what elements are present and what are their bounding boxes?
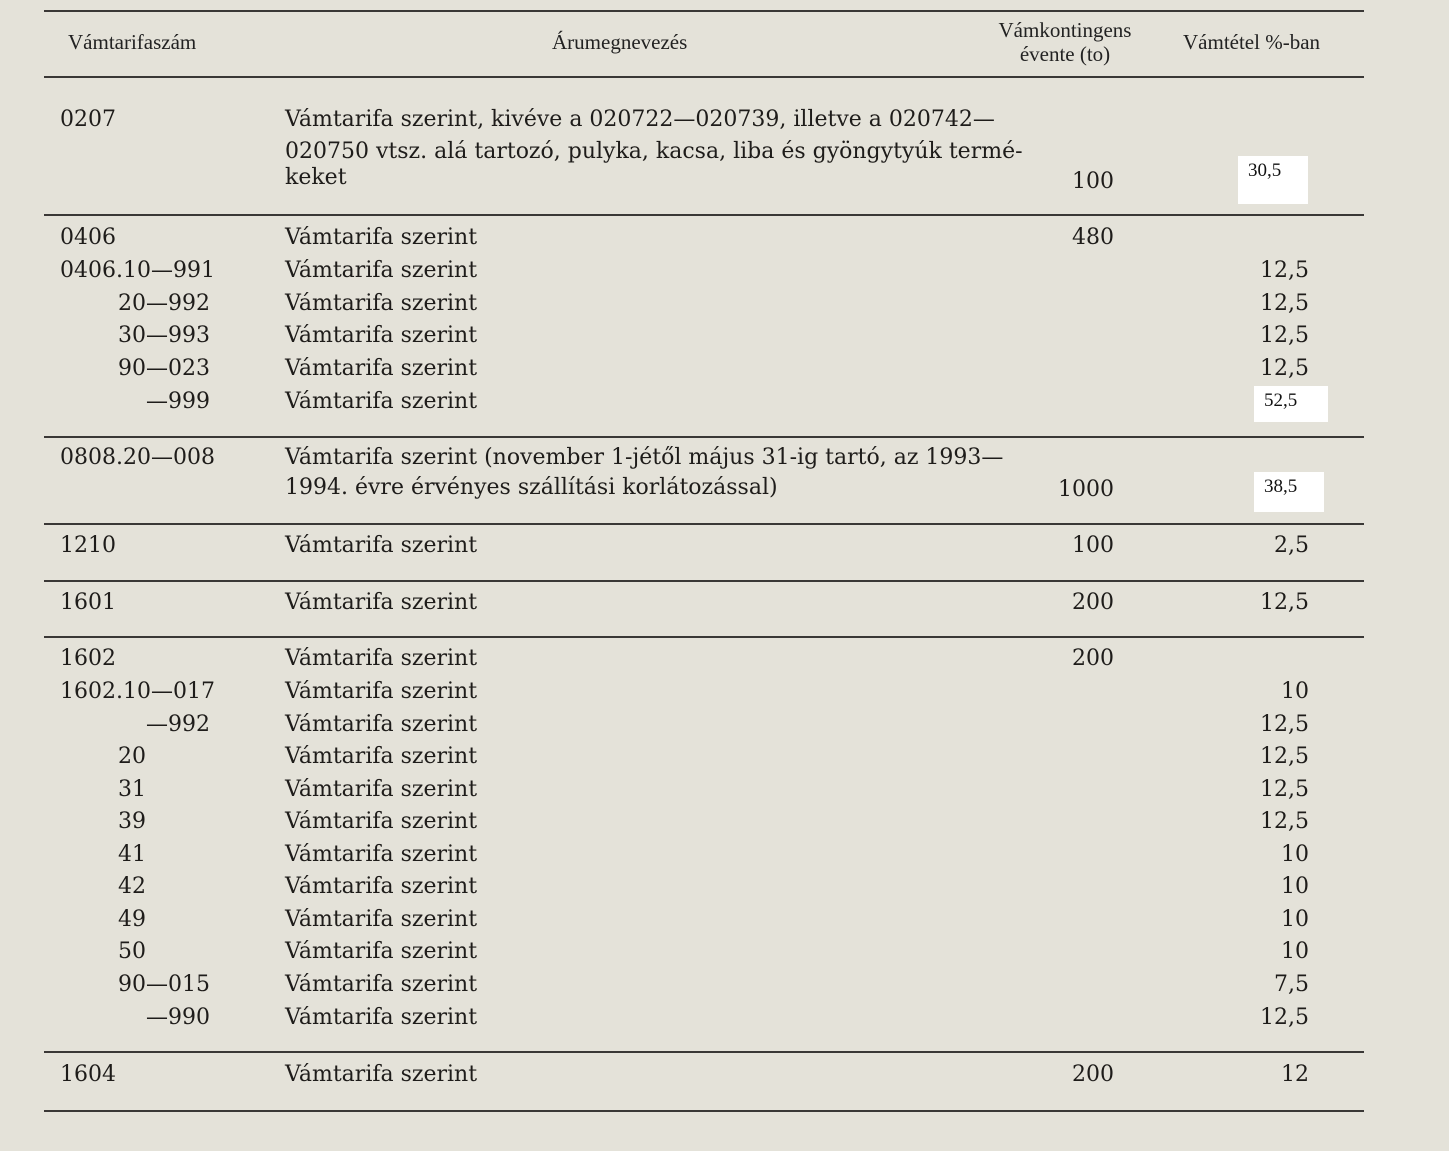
code-cell: 31 (118, 777, 146, 802)
group-rule (44, 436, 1364, 438)
description-cell: Vámtarifa szerint (285, 712, 478, 737)
rate-cell: 12,5 (1260, 356, 1309, 381)
rate-cell: 12,5 (1260, 258, 1309, 283)
quota-cell: 100 (1072, 169, 1114, 194)
rate-cell: 12,5 (1260, 323, 1309, 348)
header-code: Vámtarifaszám (68, 30, 197, 54)
description-cell: Vámtarifa szerint, kivéve a 020722—020739, illetve a 020742— (285, 107, 995, 132)
header-rate: Vámtétel %-ban (1183, 30, 1321, 54)
code-cell: 1210 (60, 533, 116, 558)
header-bottom-rule (44, 76, 1364, 78)
rate-cell: 10 (1281, 679, 1309, 704)
code-cell: 0406.10—991 (60, 258, 215, 283)
description-cell: Vámtarifa szerint (285, 907, 478, 932)
description-cell: 020750 vtsz. alá tartozó, pulyka, kacsa, liba és gyöngytyúk termé- (285, 139, 1023, 164)
rate-patch: 30,5 (1238, 156, 1308, 204)
code-cell: —999 (146, 389, 210, 414)
description-cell: Vámtarifa szerint (november 1-jétől május 31-ig tartó, az 1993— (285, 445, 1004, 470)
code-cell: 1602.10—017 (60, 679, 215, 704)
code-cell: 1604 (60, 1062, 116, 1087)
code-cell: 90—023 (118, 356, 210, 381)
code-cell: 49 (118, 907, 146, 932)
header-quota-line-2: évente (to) (1019, 42, 1111, 66)
quota-cell: 1000 (1058, 477, 1114, 502)
description-cell: Vámtarifa szerint (285, 744, 478, 769)
description-cell: Vámtarifa szerint (285, 972, 478, 997)
rate-cell: 10 (1281, 842, 1309, 867)
header-quota (975, 18, 1155, 66)
description-cell: Vámtarifa szerint (285, 533, 478, 558)
description-cell: Vámtarifa szerint (285, 809, 478, 834)
quota-cell: 200 (1072, 590, 1114, 615)
description-cell: 1994. évre érvényes szállítási korlátozással) (285, 475, 778, 500)
description-cell: Vámtarifa szerint (285, 258, 478, 283)
rate-cell: 12,5 (1260, 809, 1309, 834)
rate-patch: 52,5 (1254, 386, 1328, 422)
code-cell: —992 (146, 712, 210, 737)
group-rule (44, 580, 1364, 582)
group-rule (44, 636, 1364, 638)
code-cell: 39 (118, 809, 146, 834)
description-cell: keket (285, 165, 347, 190)
code-cell: 90—015 (118, 972, 210, 997)
rate-cell: 10 (1281, 907, 1309, 932)
description-cell: Vámtarifa szerint (285, 646, 478, 671)
rate-cell: 12,5 (1260, 744, 1309, 769)
description-cell: Vámtarifa szerint (285, 291, 478, 316)
header-name: Árumegnevezés (552, 30, 688, 54)
rate-cell: 12,5 (1260, 590, 1309, 615)
code-cell: 20 (118, 744, 146, 769)
description-cell: Vámtarifa szerint (285, 939, 478, 964)
quota-cell: 200 (1072, 1062, 1114, 1087)
rate-cell: 12,5 (1260, 712, 1309, 737)
code-cell: 30—993 (118, 323, 210, 348)
rate-cell: 10 (1281, 874, 1309, 899)
rate-cell: 12 (1281, 1062, 1309, 1087)
rate-cell: 7,5 (1274, 972, 1309, 997)
rate-cell: 12,5 (1260, 1005, 1309, 1030)
description-cell: Vámtarifa szerint (285, 1062, 478, 1087)
code-cell: 0207 (60, 107, 116, 132)
rate-cell: 2,5 (1274, 533, 1309, 558)
code-cell: 0406 (60, 225, 116, 250)
group-rule (44, 1051, 1364, 1053)
code-cell: 41 (118, 842, 146, 867)
description-cell: Vámtarifa szerint (285, 356, 478, 381)
header-quota-line-1: Vámkontingens (998, 18, 1132, 42)
rate-cell: 12,5 (1260, 777, 1309, 802)
description-cell: Vámtarifa szerint (285, 874, 478, 899)
description-cell: Vámtarifa szerint (285, 1005, 478, 1030)
description-cell: Vámtarifa szerint (285, 323, 478, 348)
description-cell: Vámtarifa szerint (285, 225, 478, 250)
quota-cell: 100 (1072, 533, 1114, 558)
rate-cell: 12,5 (1260, 291, 1309, 316)
description-cell: Vámtarifa szerint (285, 842, 478, 867)
group-rule (44, 214, 1364, 216)
description-cell: Vámtarifa szerint (285, 389, 478, 414)
group-rule (44, 523, 1364, 525)
description-cell: Vámtarifa szerint (285, 679, 478, 704)
rate-patch: 38,5 (1254, 472, 1324, 512)
code-cell: —990 (146, 1005, 210, 1030)
rate-cell: 10 (1281, 939, 1309, 964)
code-cell: 50 (118, 939, 146, 964)
code-cell: 1601 (60, 590, 116, 615)
table-top-rule (44, 10, 1364, 12)
code-cell: 0808.20—008 (60, 445, 215, 470)
description-cell: Vámtarifa szerint (285, 590, 478, 615)
description-cell: Vámtarifa szerint (285, 777, 478, 802)
code-cell: 42 (118, 874, 146, 899)
code-cell: 20—992 (118, 291, 210, 316)
quota-cell: 200 (1072, 646, 1114, 671)
table-bottom-rule (44, 1110, 1364, 1112)
code-cell: 1602 (60, 646, 116, 671)
quota-cell: 480 (1072, 225, 1114, 250)
